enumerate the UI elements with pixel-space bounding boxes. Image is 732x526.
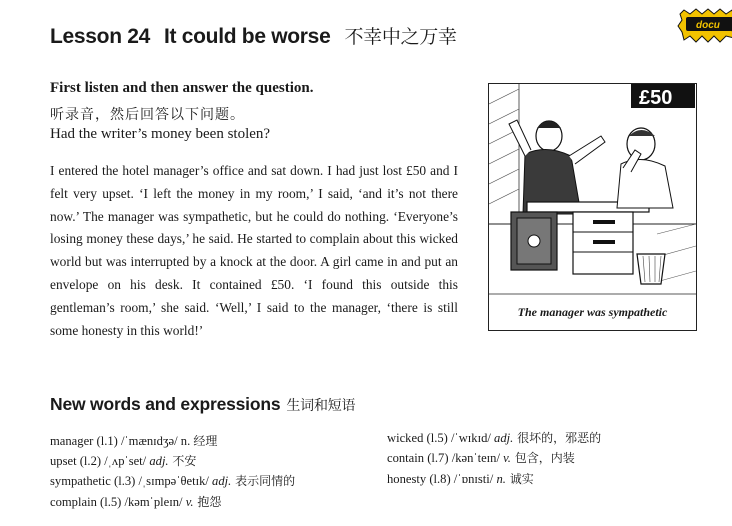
instruction-cn: 听录音，然后回答以下问题。 <box>50 107 245 123</box>
lesson-number: Lesson 24 <box>50 25 151 48</box>
vocab-entry: contain (l.7) /kənˈteɪn/ v. 包含，内装 <box>387 451 575 465</box>
lesson-title-cn: 不幸中之万幸 <box>344 26 457 48</box>
passage-text: I entered the hotel manager’s office and sat down. I had just lost £50 and I felt very upset. ‘I left the money in my room,’ I said, ‘and it’s not there now.’ The manager was sympathetic, but he could do nothing. ‘Everyone’s losing money these days,’ he said. He started to complain about this wicked world but was interrupted by a knock at the door. A girl came in and put an envelope on his desk. It contained £50. ‘I found this outside this gentleman’s room,’ she said. ‘Well,’ I said to the manager, ‘there is still some honesty in this world!’ <box>50 163 458 338</box>
vocab-entry: wicked (l.5) /ˈwɪkɪd/ adj. 很坏的，邪恶的 <box>387 431 602 445</box>
new-words-heading: New words and expressions <box>50 394 281 414</box>
price-tag-text: £50 <box>639 87 673 109</box>
vocab-entry: complain (l.5) /kəmˈpleɪn/ v. 抱怨 <box>50 495 222 509</box>
lesson-title <box>50 22 457 49</box>
corner-badge <box>676 8 732 44</box>
vocab-entry: honesty (l.8) /ˈɒnɪsti/ n. 诚实 <box>387 472 534 486</box>
new-words-heading-cn: 生词和短语 <box>286 398 356 414</box>
lesson-name: It could be worse <box>164 25 331 48</box>
new-words-title <box>50 394 355 415</box>
vocab-entry: upset (l.2) /ˌʌpˈset/ adj. 不安 <box>50 454 197 468</box>
instruction: First listen and then answer the question. <box>50 80 314 96</box>
illustration-caption: The manager was sympathetic <box>517 305 668 319</box>
vocab-entry: manager (l.1) /ˈmænɪdʒə/ n. 经理 <box>50 434 218 448</box>
cartoon-illustration <box>488 83 697 331</box>
badge-text: docu <box>696 20 720 31</box>
vocab-entry: sympathetic (l.3) /ˌsɪmpəˈθetɪk/ adj. 表示同情的 <box>50 474 296 488</box>
question: Had the writer’s money been stolen? <box>50 126 271 142</box>
